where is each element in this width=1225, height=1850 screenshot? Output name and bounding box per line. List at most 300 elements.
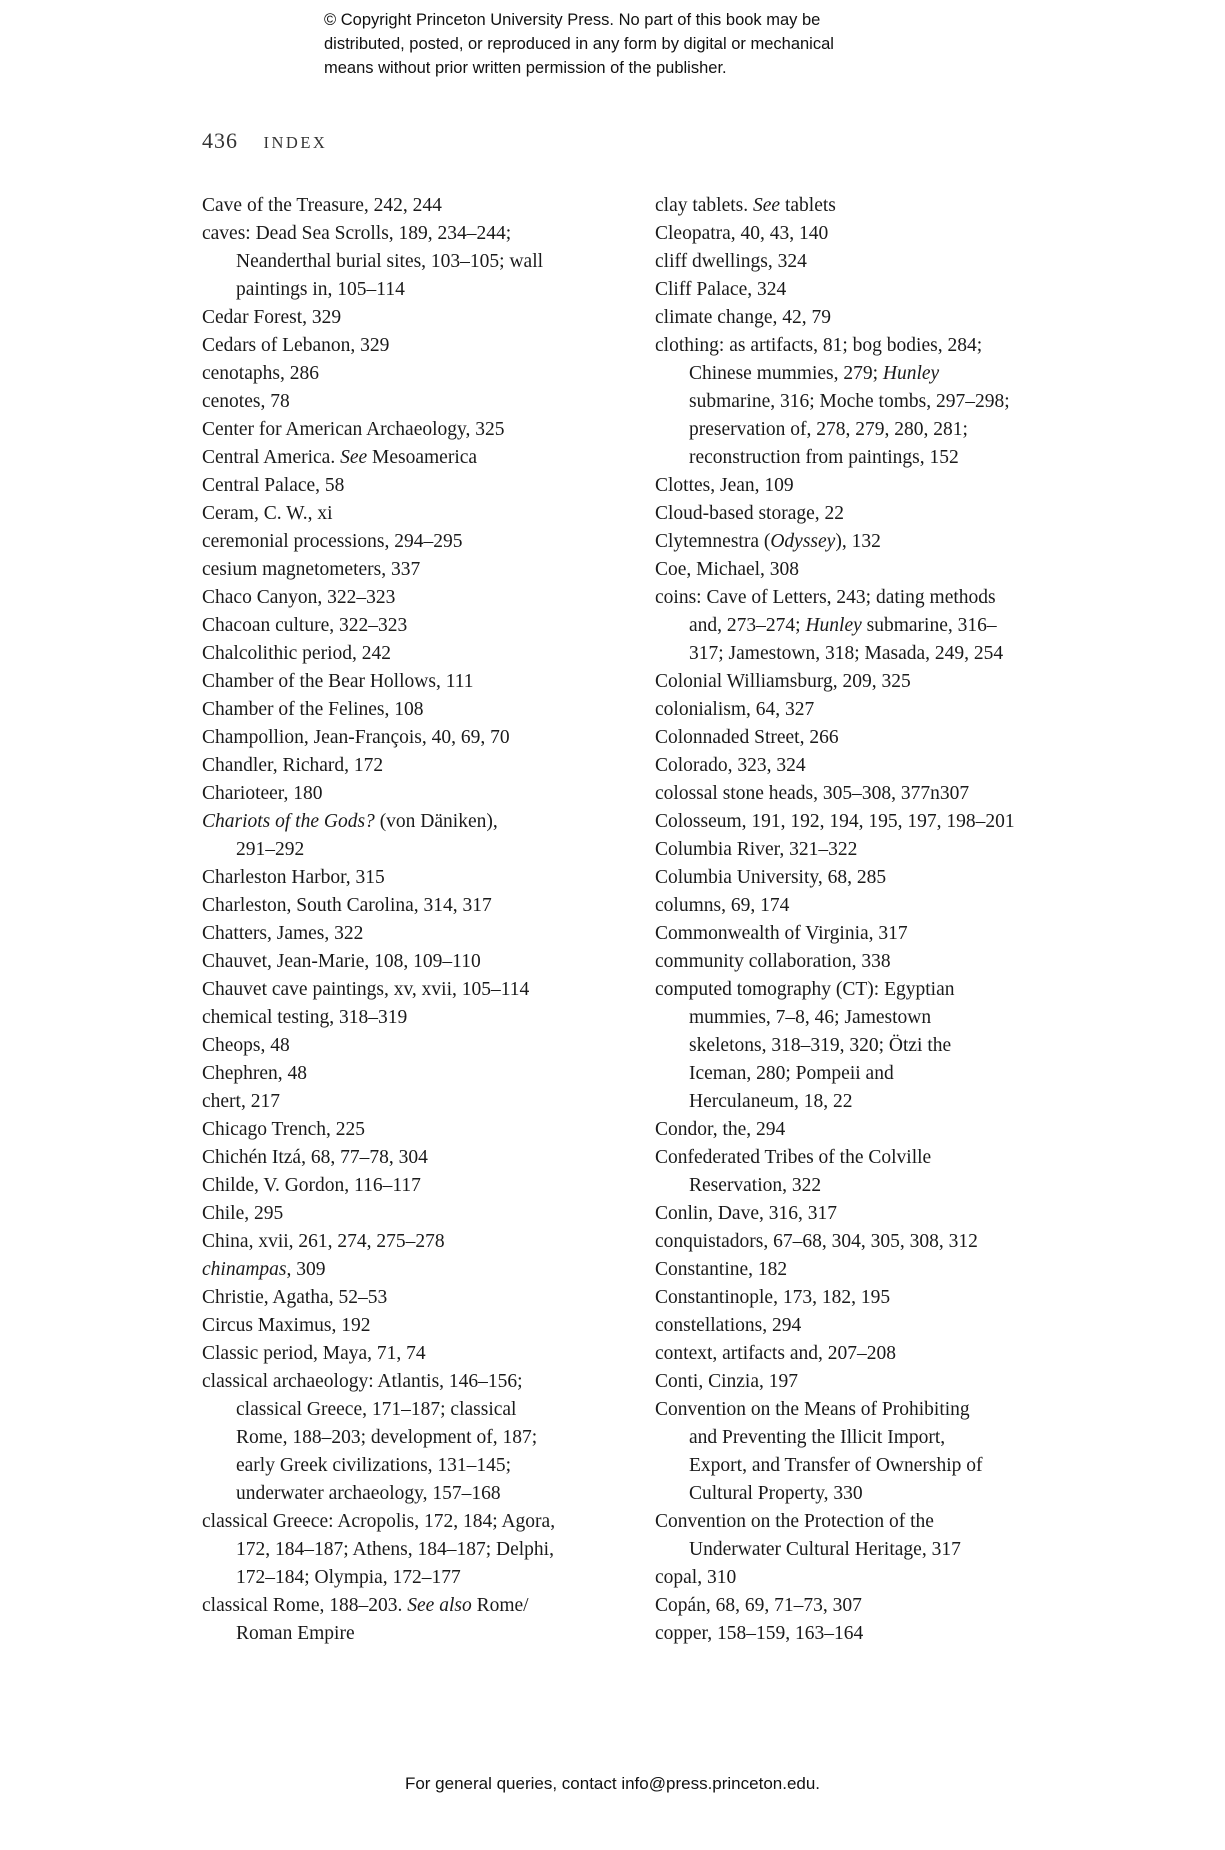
index-entry-line [655, 1200, 1095, 1228]
index-entry-continuation [202, 1620, 622, 1648]
index-entry-line [202, 696, 622, 724]
index-entry [655, 276, 1095, 304]
index-entry-line [202, 528, 622, 556]
index-entry-line [202, 472, 622, 500]
index-entry [655, 1564, 1095, 1592]
text-segment: cliff dwellings, 324 [655, 251, 807, 272]
italic-segment: Hunley [882, 363, 940, 384]
text-segment: China, xvii, 261, 274, 275–278 [202, 1231, 445, 1252]
text-segment: chert, 217 [202, 1091, 280, 1112]
index-entry-line [655, 724, 1095, 752]
index-entry [202, 808, 622, 864]
index-entry-line [655, 892, 1095, 920]
text-segment: colossal stone heads, 305–308, 377n307 [655, 783, 970, 804]
index-entry-line [202, 1144, 622, 1172]
index-entry [202, 220, 622, 304]
text-segment: 317; Jamestown, 318; Masada, 249, 254 [689, 643, 1004, 664]
text-segment: Columbia River, 321–322 [655, 839, 858, 860]
index-entry [655, 584, 1095, 668]
index-entry [202, 1116, 622, 1144]
index-entry-continuation [202, 276, 622, 304]
index-entry [655, 1396, 1095, 1508]
index-entry [655, 528, 1095, 556]
text-segment: Ceram, C. W., xi [202, 503, 333, 524]
text-segment: Convention on the Protection of the [655, 1511, 934, 1532]
text-segment: Cedar Forest, 329 [202, 307, 342, 328]
section-label: INDEX [263, 133, 328, 152]
index-entry [202, 360, 622, 388]
index-entry-continuation [202, 1564, 622, 1592]
index-entry-line [202, 640, 622, 668]
index-entry-line [655, 556, 1095, 584]
text-segment: Chamber of the Felines, 108 [202, 699, 424, 720]
index-entry-line [202, 1256, 622, 1284]
index-entry [655, 1228, 1095, 1256]
index-entry [655, 976, 1095, 1116]
index-entry-line [655, 1368, 1095, 1396]
index-entry-continuation [655, 1480, 1095, 1508]
index-entry-line [202, 724, 622, 752]
index-entry-line [655, 192, 1095, 220]
index-entry [655, 1116, 1095, 1144]
index-entry-continuation [202, 1480, 622, 1508]
text-segment: Charleston, South Carolina, 314, 317 [202, 895, 492, 916]
index-entry [655, 556, 1095, 584]
text-segment: ceremonial processions, 294–295 [202, 531, 463, 552]
index-entry-line [202, 444, 622, 472]
index-entry [655, 1144, 1095, 1200]
index-entry [202, 304, 622, 332]
index-entry [202, 1508, 622, 1592]
italic-segment: See [753, 195, 781, 216]
index-entry-line [202, 920, 622, 948]
index-entry-line [202, 416, 622, 444]
index-entry-line [202, 360, 622, 388]
index-entry-line [202, 612, 622, 640]
text-segment: classical Greece, 171–187; classical [236, 1399, 517, 1420]
text-segment: paintings in, 105–114 [236, 279, 405, 300]
index-entry-line [655, 500, 1095, 528]
text-segment: Cleopatra, 40, 43, 140 [655, 223, 829, 244]
index-entry [655, 1508, 1095, 1564]
text-segment: preservation of, 278, 279, 280, 281; [689, 419, 968, 440]
text-segment: Mesoamerica [367, 447, 478, 468]
index-entry-line [655, 1116, 1095, 1144]
text-segment: Chamber of the Bear Hollows, 111 [202, 671, 474, 692]
index-entry [202, 1032, 622, 1060]
index-entry [655, 1200, 1095, 1228]
index-entry [202, 584, 622, 612]
text-segment: copper, 158–159, 163–164 [655, 1623, 864, 1644]
text-segment: ), 132 [835, 531, 881, 552]
text-segment: Constantine, 182 [655, 1259, 788, 1280]
index-entry-line [655, 752, 1095, 780]
index-entry [202, 976, 622, 1004]
index-entry-line [202, 808, 622, 836]
text-segment: Chile, 295 [202, 1203, 284, 1224]
text-segment: Reservation, 322 [689, 1175, 822, 1196]
index-entry [655, 808, 1095, 836]
index-entry [202, 1312, 622, 1340]
index-entry-continuation [655, 1424, 1095, 1452]
text-segment: Coe, Michael, 308 [655, 559, 800, 580]
index-entry [655, 668, 1095, 696]
index-entry [202, 416, 622, 444]
index-entry-line [202, 752, 622, 780]
text-segment: skeletons, 318–319, 320; Ötzi the [689, 1035, 952, 1056]
text-segment: Central America. [202, 447, 341, 468]
text-segment: climate change, 42, 79 [655, 307, 831, 328]
index-entry [202, 724, 622, 752]
text-segment: Chauvet cave paintings, xv, xvii, 105–114 [202, 979, 530, 1000]
text-segment: Convention on the Means of Prohibiting [655, 1399, 970, 1420]
index-entry-line [655, 1620, 1095, 1648]
index-entry-line [655, 920, 1095, 948]
index-entry [202, 948, 622, 976]
index-entry [202, 780, 622, 808]
text-segment: Childe, V. Gordon, 116–117 [202, 1175, 421, 1196]
text-segment: Colorado, 323, 324 [655, 755, 806, 776]
italic-segment: Odyssey [770, 531, 836, 552]
index-entry-line [202, 304, 622, 332]
index-column-right [655, 192, 1095, 1648]
index-entry [202, 1256, 622, 1284]
index-entry [202, 1228, 622, 1256]
index-entry [202, 332, 622, 360]
index-entry [202, 388, 622, 416]
index-entry [655, 1620, 1095, 1648]
text-segment: Charioteer, 180 [202, 783, 323, 804]
running-head [202, 128, 327, 154]
text-segment: Christie, Agatha, 52–53 [202, 1287, 388, 1308]
text-segment: mummies, 7–8, 46; Jamestown [689, 1007, 932, 1028]
index-entry [655, 192, 1095, 220]
index-entry-line [202, 864, 622, 892]
index-entry [202, 864, 622, 892]
text-segment: Clottes, Jean, 109 [655, 475, 794, 496]
text-segment: , 309 [286, 1259, 326, 1280]
index-entry [202, 1284, 622, 1312]
text-segment: submarine, 316; Moche tombs, 297–298; [689, 391, 1010, 412]
index-entry-line [202, 1004, 622, 1032]
text-segment: cenotaphs, 286 [202, 363, 319, 384]
index-entry-line [655, 1340, 1095, 1368]
index-entry-line [202, 1312, 622, 1340]
text-segment: Constantinople, 173, 182, 195 [655, 1287, 891, 1308]
index-entry-line [655, 780, 1095, 808]
index-entry [655, 304, 1095, 332]
index-entry-line [655, 808, 1095, 836]
text-segment: classical Greece: Acropolis, 172, 184; Agora, [202, 1511, 556, 1532]
index-entry-continuation [655, 612, 1095, 640]
text-segment: Chinese mummies, 279; [689, 363, 883, 384]
index-entry-line [202, 1340, 622, 1368]
index-entry-continuation [655, 1004, 1095, 1032]
index-entry-continuation [655, 1536, 1095, 1564]
index-entry-continuation [655, 444, 1095, 472]
text-segment: Conti, Cinzia, 197 [655, 1371, 798, 1392]
index-entry [202, 444, 622, 472]
text-segment: Underwater Cultural Heritage, 317 [689, 1539, 961, 1560]
index-entry-line [655, 276, 1095, 304]
text-segment: Clytemnestra ( [655, 531, 771, 552]
text-segment: Chephren, 48 [202, 1063, 308, 1084]
index-entry-line [202, 1228, 622, 1256]
index-entry-line [655, 1564, 1095, 1592]
index-entry-continuation [202, 248, 622, 276]
index-entry-line [655, 696, 1095, 724]
index-entry [202, 500, 622, 528]
index-entry [655, 948, 1095, 976]
text-segment: Chaco Canyon, 322–323 [202, 587, 396, 608]
index-entry-continuation [655, 1032, 1095, 1060]
index-entry-continuation [655, 388, 1095, 416]
index-entry [655, 332, 1095, 472]
text-segment: Cultural Property, 330 [689, 1483, 863, 1504]
index-entry-line [202, 668, 622, 696]
index-entry-line [655, 248, 1095, 276]
text-segment: Chandler, Richard, 172 [202, 755, 384, 776]
index-entry-line [655, 528, 1095, 556]
index-entry-continuation [202, 1396, 622, 1424]
text-segment: copal, 310 [655, 1567, 737, 1588]
text-segment: conquistadors, 67–68, 304, 305, 308, 312 [655, 1231, 978, 1252]
text-segment: (von Däniken), [374, 811, 498, 832]
index-entry-line [655, 472, 1095, 500]
text-segment: Colonnaded Street, 266 [655, 727, 839, 748]
index-entry-continuation [655, 1060, 1095, 1088]
index-entry-line [202, 1172, 622, 1200]
index-entry-continuation [202, 1536, 622, 1564]
text-segment: Neanderthal burial sites, 103–105; wall [236, 251, 544, 272]
index-entry [202, 1004, 622, 1032]
copyright-notice [324, 8, 944, 80]
text-segment: Rome, 188–203; development of, 187; [236, 1427, 538, 1448]
text-segment: Conlin, Dave, 316, 317 [655, 1203, 837, 1224]
index-entry-line [202, 332, 622, 360]
index-entry [202, 1060, 622, 1088]
text-segment: Center for American Archaeology, 325 [202, 419, 505, 440]
index-entry [202, 640, 622, 668]
text-segment: Roman Empire [236, 1623, 355, 1644]
text-segment: tablets [780, 195, 836, 216]
index-entry [202, 192, 622, 220]
text-segment: Copán, 68, 69, 71–73, 307 [655, 1595, 862, 1616]
text-segment: 172, 184–187; Athens, 184–187; Delphi, [236, 1539, 554, 1560]
text-segment: Champollion, Jean-François, 40, 69, 70 [202, 727, 510, 748]
italic-segment: Hunley [805, 615, 862, 636]
text-segment: computed tomography (CT): Egyptian [655, 979, 955, 1000]
text-segment: 172–184; Olympia, 172–177 [236, 1567, 461, 1588]
index-entry-line [202, 976, 622, 1004]
text-segment: Colosseum, 191, 192, 194, 195, 197, 198–201 [655, 811, 1015, 832]
text-segment: Confederated Tribes of the Colville [655, 1147, 932, 1168]
text-segment: Colonial Williamsburg, 209, 325 [655, 671, 911, 692]
text-segment: Cave of the Treasure, 242, 244 [202, 195, 442, 216]
text-segment: Chatters, James, 322 [202, 923, 364, 944]
index-entry [202, 892, 622, 920]
copyright-line: distributed, posted, or reproduced in any form by digital or mechanical [324, 35, 834, 53]
index-column-left [202, 192, 622, 1648]
text-segment: 291–292 [236, 839, 305, 860]
index-entry-continuation [655, 1172, 1095, 1200]
index-entry-line [202, 1200, 622, 1228]
index-entry-line [202, 1508, 622, 1536]
index-entry [655, 920, 1095, 948]
index-entry-line [202, 556, 622, 584]
text-segment: clothing: as artifacts, 81; bog bodies, 284; [655, 335, 983, 356]
page-number: 436 [202, 128, 238, 153]
index-entry-line [655, 1228, 1095, 1256]
index-entry [655, 864, 1095, 892]
index-entry [655, 1368, 1095, 1396]
text-segment: context, artifacts and, 207–208 [655, 1343, 896, 1364]
text-segment: Circus Maximus, 192 [202, 1315, 371, 1336]
copyright-line: © Copyright Princeton University Press. No part of this book may be [324, 11, 821, 29]
index-entry-continuation [655, 416, 1095, 444]
text-segment: caves: Dead Sea Scrolls, 189, 234–244; [202, 223, 512, 244]
index-entry [202, 528, 622, 556]
italic-segment: See [340, 447, 368, 468]
index-entry [655, 220, 1095, 248]
text-segment: chemical testing, 318–319 [202, 1007, 408, 1028]
italic-segment: chinampas [202, 1259, 287, 1280]
index-entry-line [655, 304, 1095, 332]
index-entry [202, 612, 622, 640]
index-entry-continuation [655, 640, 1095, 668]
index-entry [655, 1256, 1095, 1284]
index-entry-continuation [202, 836, 622, 864]
index-entry [202, 1368, 622, 1508]
index-entry [655, 892, 1095, 920]
text-segment: Cliff Palace, 324 [655, 279, 787, 300]
text-segment: and Preventing the Illicit Import, [689, 1427, 946, 1448]
index-entry [202, 1340, 622, 1368]
index-entry [202, 1144, 622, 1172]
index-entry [202, 920, 622, 948]
index-entry [655, 1592, 1095, 1620]
text-segment: coins: Cave of Letters, 243; dating methods [655, 587, 996, 608]
text-segment: cenotes, 78 [202, 391, 290, 412]
italic-segment: See also [407, 1595, 472, 1616]
index-entry-line [655, 584, 1095, 612]
text-segment: Iceman, 280; Pompeii and [689, 1063, 894, 1084]
index-entry-line [202, 192, 622, 220]
index-entry [202, 696, 622, 724]
index-entry-line [655, 1312, 1095, 1340]
text-segment: constellations, 294 [655, 1315, 802, 1336]
index-entry [655, 696, 1095, 724]
text-segment: Central Palace, 58 [202, 475, 345, 496]
text-segment: Chauvet, Jean-Marie, 108, 109–110 [202, 951, 481, 972]
text-segment: submarine, 316– [861, 615, 997, 636]
text-segment: cesium magnetometers, 337 [202, 559, 421, 580]
index-entry-line [655, 1396, 1095, 1424]
text-segment: community collaboration, 338 [655, 951, 891, 972]
index-entry [655, 1340, 1095, 1368]
index-entry [202, 472, 622, 500]
index-entry [655, 472, 1095, 500]
text-segment: colonialism, 64, 327 [655, 699, 815, 720]
index-entry-line [655, 332, 1095, 360]
text-segment: underwater archaeology, 157–168 [236, 1483, 501, 1504]
index-entry-line [655, 1144, 1095, 1172]
index-entry [202, 668, 622, 696]
index-entry-continuation [655, 1088, 1095, 1116]
italic-segment: Chariots of the Gods? [202, 811, 375, 832]
index-entry [655, 248, 1095, 276]
index-entry-line [202, 1088, 622, 1116]
text-segment: Chacoan culture, 322–323 [202, 615, 408, 636]
index-entry [202, 556, 622, 584]
text-segment: early Greek civilizations, 131–145; [236, 1455, 512, 1476]
index-entry-line [202, 584, 622, 612]
index-entry-line [655, 220, 1095, 248]
index-entry-line [202, 500, 622, 528]
footer-contact: For general queries, contact info@press.princeton.edu. [404, 1774, 821, 1793]
index-entry-line [655, 1592, 1095, 1620]
index-entry-line [202, 1592, 622, 1620]
index-entry-line [202, 948, 622, 976]
index-entry-line [202, 1284, 622, 1312]
text-segment: Classic period, Maya, 71, 74 [202, 1343, 426, 1364]
text-segment: Rome/ [471, 1595, 529, 1616]
index-entry-continuation [202, 1452, 622, 1480]
index-entry [202, 1172, 622, 1200]
text-segment: classical Rome, 188–203. [202, 1595, 408, 1616]
index-entry-line [655, 948, 1095, 976]
index-entry [202, 752, 622, 780]
text-segment: Commonwealth of Virginia, 317 [655, 923, 908, 944]
text-segment: Cloud-based storage, 22 [655, 503, 845, 524]
text-segment: reconstruction from paintings, 152 [689, 447, 959, 468]
text-segment: Cedars of Lebanon, 329 [202, 335, 390, 356]
text-segment: Chichén Itzá, 68, 77–78, 304 [202, 1147, 428, 1168]
index-entry-line [202, 1032, 622, 1060]
index-entry-line [655, 1284, 1095, 1312]
index-entry-line [202, 1116, 622, 1144]
index-entry [202, 1200, 622, 1228]
index-entry-line [202, 892, 622, 920]
index-entry [655, 836, 1095, 864]
index-entry-line [202, 1368, 622, 1396]
index-entry-continuation [655, 1452, 1095, 1480]
index-entry [655, 752, 1095, 780]
text-segment: classical archaeology: Atlantis, 146–156; [202, 1371, 523, 1392]
text-segment: Condor, the, 294 [655, 1119, 786, 1140]
index-entry [202, 1088, 622, 1116]
text-segment: Cheops, 48 [202, 1035, 290, 1056]
index-entry-line [655, 668, 1095, 696]
copyright-line: means without prior written permission of the publisher. [324, 59, 727, 77]
text-segment: Chicago Trench, 225 [202, 1119, 366, 1140]
text-segment: Herculaneum, 18, 22 [689, 1091, 853, 1112]
index-entry-continuation [202, 1424, 622, 1452]
index-entry-line [655, 864, 1095, 892]
index-entry-line [655, 1508, 1095, 1536]
index-entry [655, 780, 1095, 808]
text-segment: clay tablets. [655, 195, 754, 216]
index-entry [655, 500, 1095, 528]
index-entry [655, 1312, 1095, 1340]
text-segment: Charleston Harbor, 315 [202, 867, 385, 888]
index-entry-line [202, 388, 622, 416]
index-entry [655, 1284, 1095, 1312]
text-segment: Chalcolithic period, 242 [202, 643, 392, 664]
text-segment: Columbia University, 68, 285 [655, 867, 887, 888]
index-entry-line [202, 780, 622, 808]
index-entry-continuation [655, 360, 1095, 388]
